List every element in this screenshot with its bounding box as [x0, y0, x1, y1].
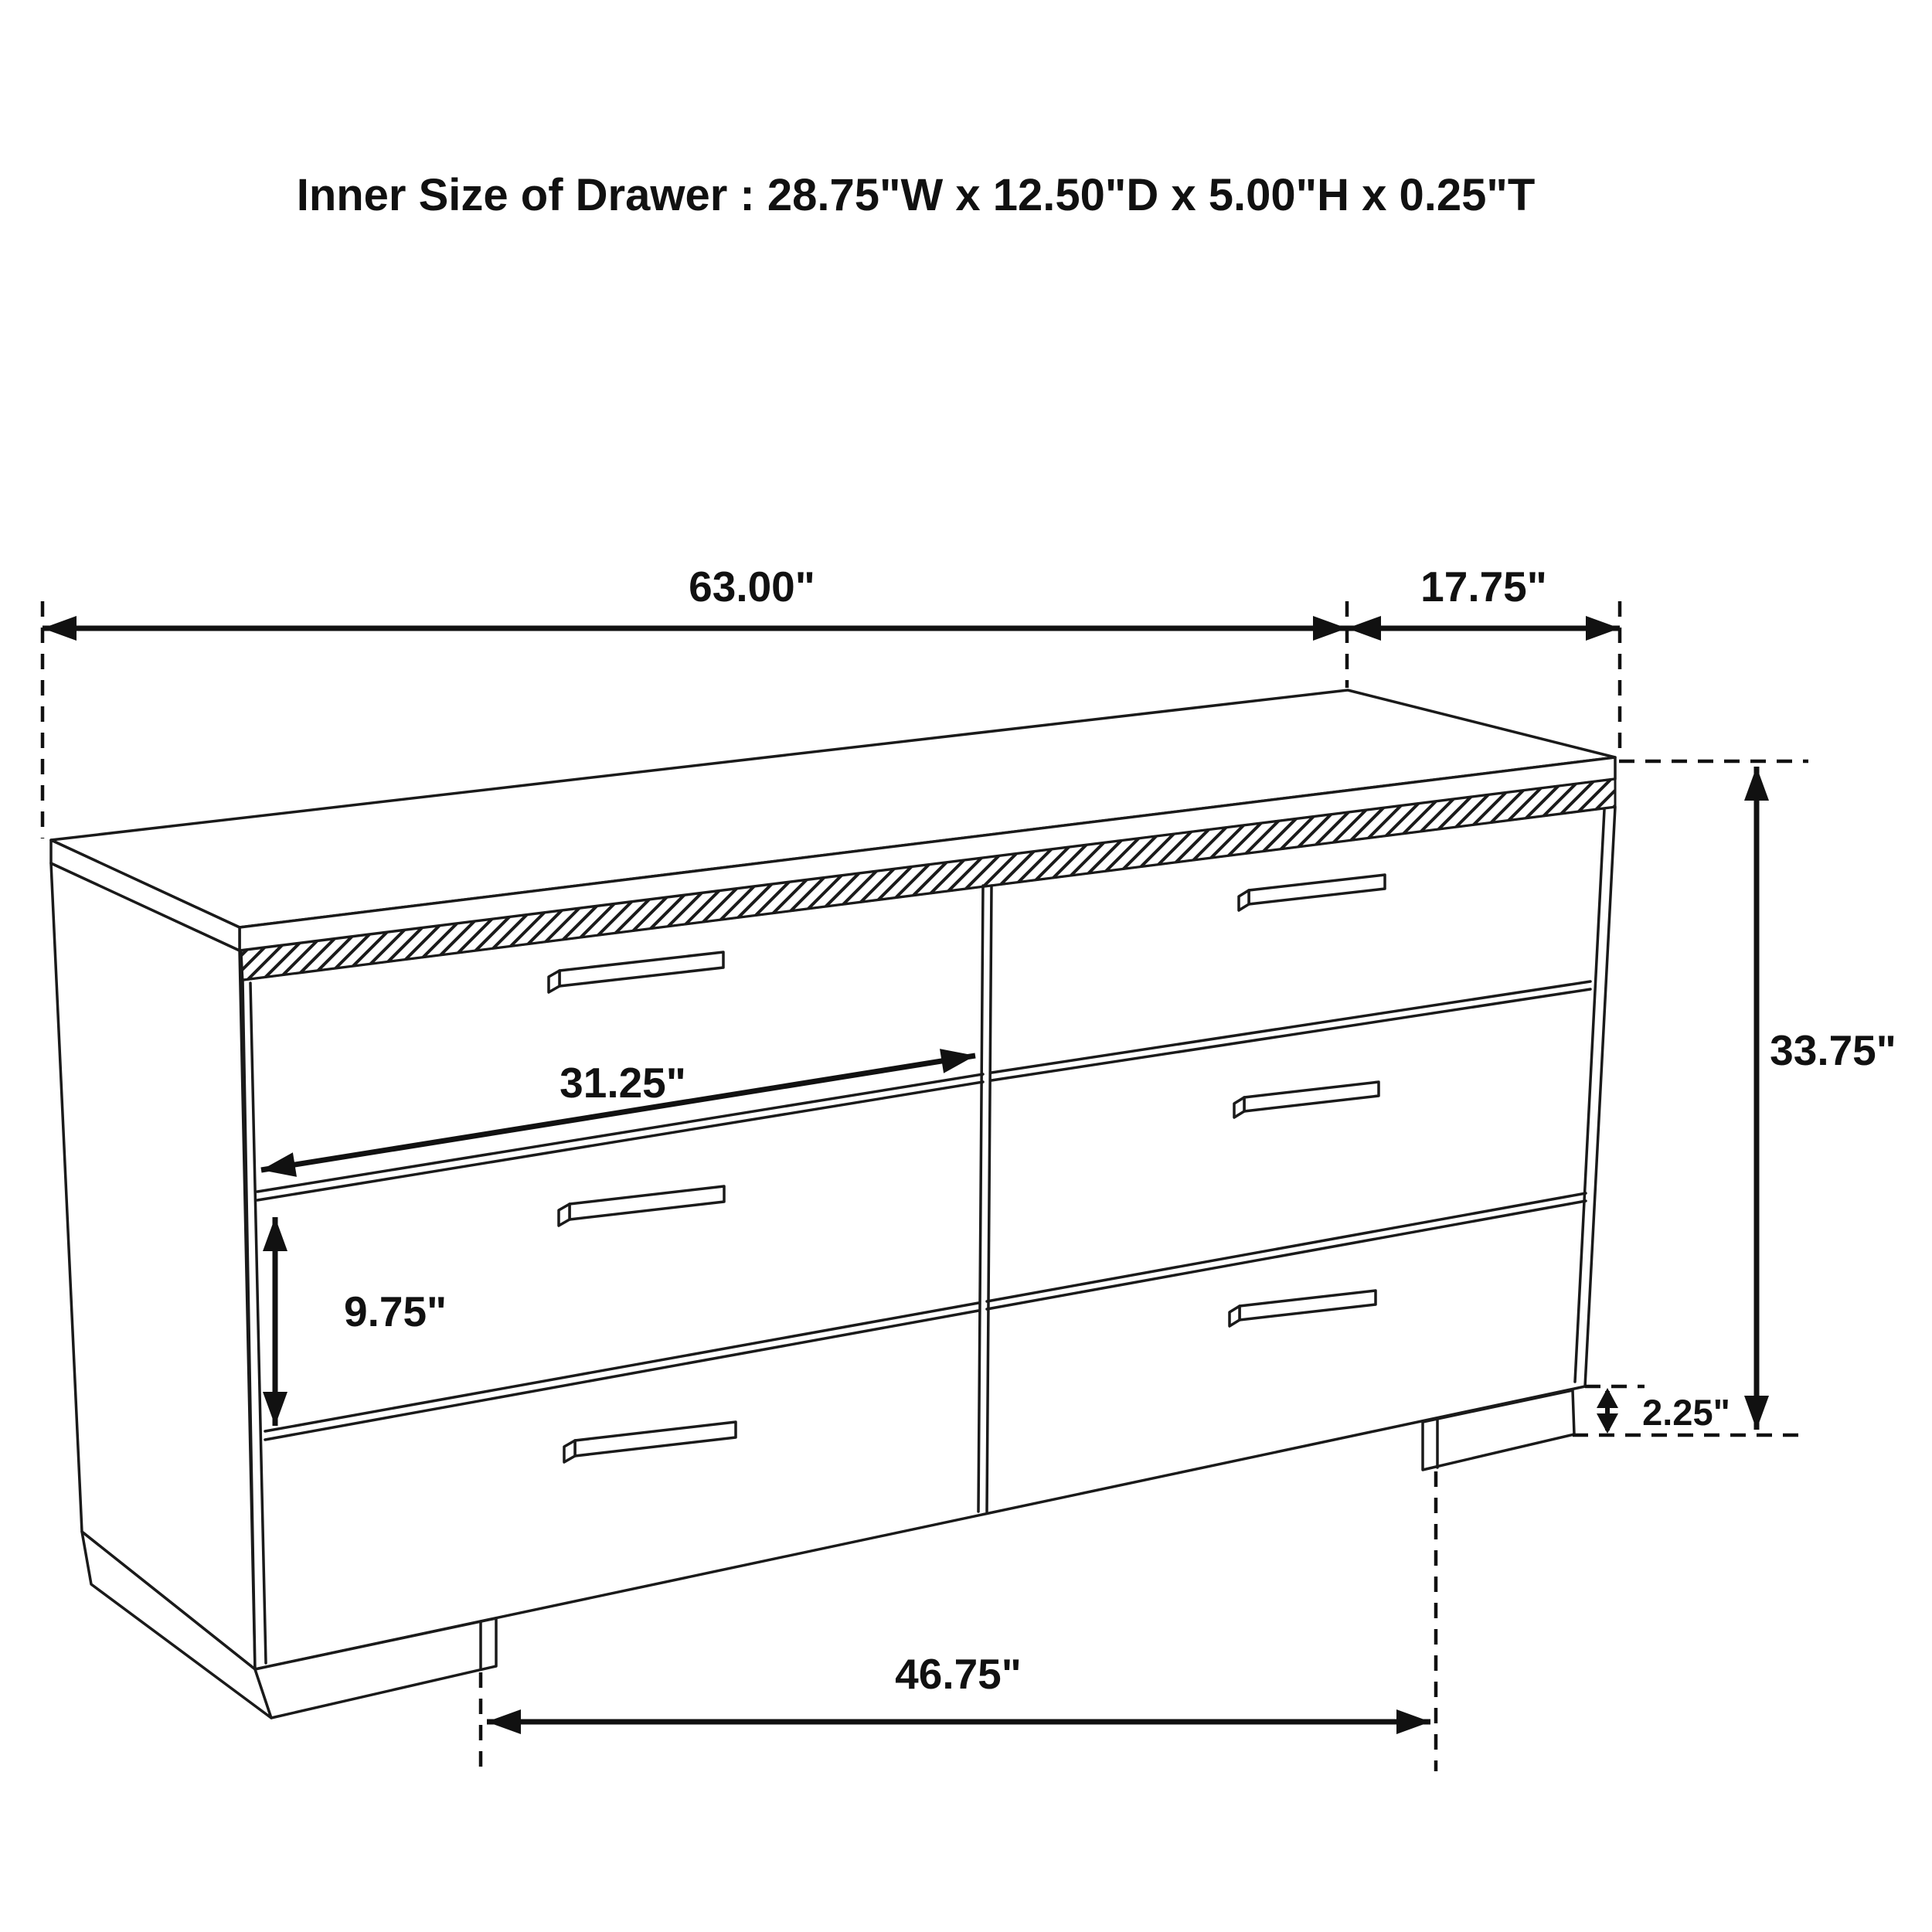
diagram-title: Inner Size of Drawer : 28.75"W x 12.50"D x 5.00"H x 0.25"T [296, 170, 1536, 220]
dim-label-base-width: 46.75" [895, 1650, 1022, 1698]
dim-arrow-base-height [1597, 1388, 1618, 1434]
dim-label-base-height: 2.25" [1642, 1392, 1730, 1433]
dim-label-top-width: 63.00" [689, 563, 815, 611]
dim-label-overall-height: 33.75" [1770, 1026, 1896, 1074]
dim-label-drawer-height: 9.75" [344, 1287, 447, 1335]
dim-label-drawer-width: 31.25" [560, 1059, 686, 1107]
side-panel [51, 863, 255, 1669]
dresser-drawing [51, 690, 1615, 1718]
dim-label-top-depth: 17.75" [1420, 563, 1547, 611]
